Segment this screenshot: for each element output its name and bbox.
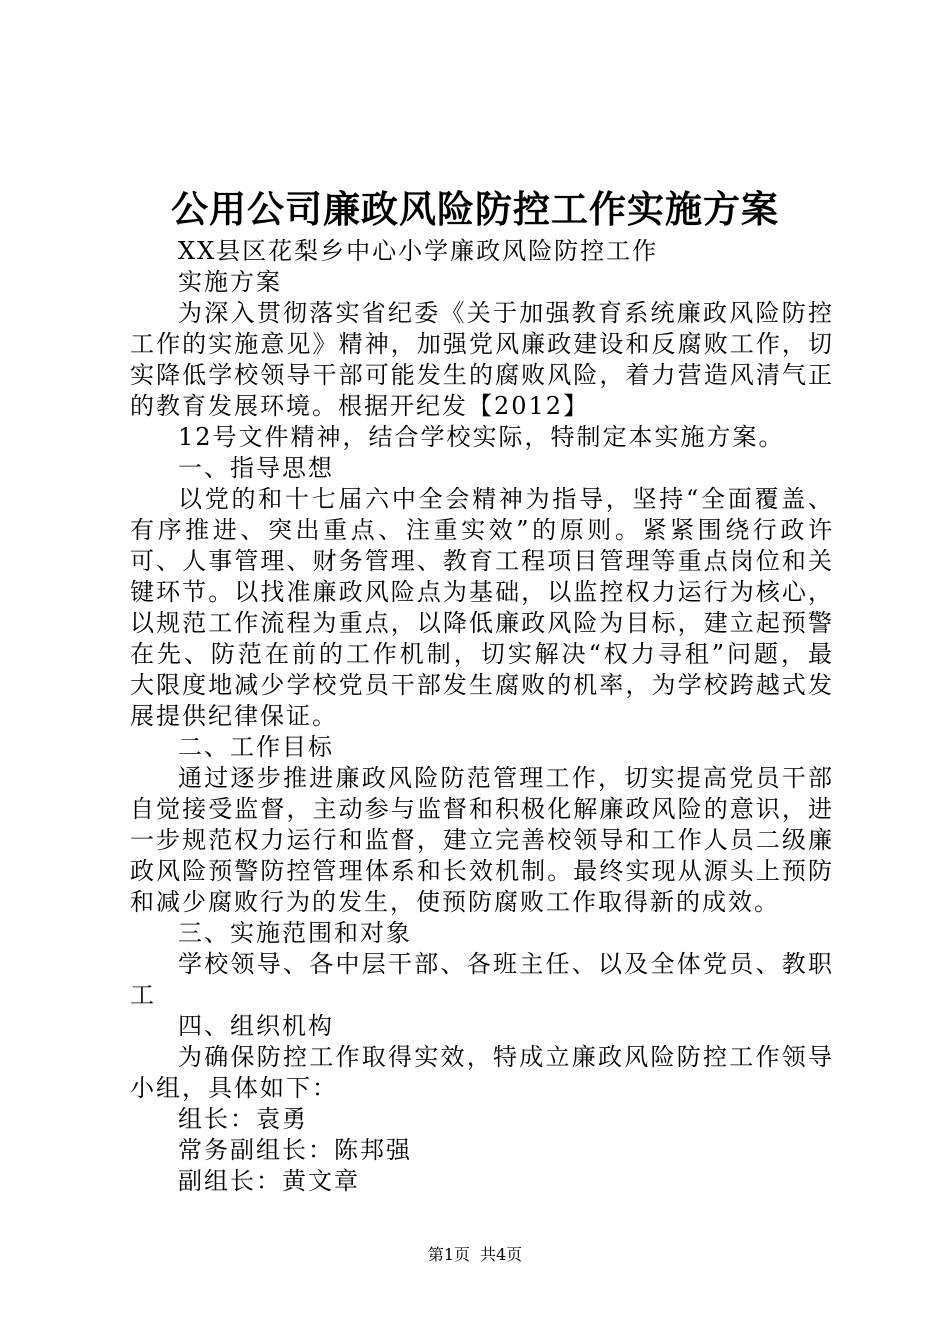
document-body	[130, 236, 834, 1197]
member-line: 组长：袁勇	[178, 1105, 308, 1133]
body-paragraph: 实施方案	[178, 268, 282, 296]
document-title: 公用公司廉政风险防控工作实施方案	[171, 187, 779, 231]
page-number-current: 第1页	[427, 1245, 470, 1264]
section-heading: 一、指导思想	[178, 454, 334, 482]
body-paragraph: 为深入贯彻落实省纪委《关于加强教育系统廉政风险防控工作的实施意见》精神，加强党风廉政建设和反腐败工作，切实降低学校领导干部可能发生的腐败风险，着力营造风清气正的教育发展环境。根据开纪发【2012】	[130, 299, 834, 420]
body-paragraph: XX县区花梨乡中心小学廉政风险防控工作	[178, 237, 659, 265]
page-footer	[0, 1244, 950, 1266]
section-heading: 三、实施范围和对象	[178, 919, 412, 947]
body-paragraph: 12号文件精神，结合学校实际，特制定本实施方案。	[178, 423, 785, 451]
section-heading: 四、组织机构	[178, 1012, 334, 1040]
body-paragraph: 以党的和十七届六中全会精神为指导，坚持“全面覆盖、有序推进、突出重点、注重实效”的原则。紧紧围绕行政许可、人事管理、财务管理、教育工程项目管理等重点岗位和关键环节。以找准廉政风险点为基础，以监控权力运行为核心，以规范工作流程为重点，以降低廉政风险为目标，建立起预警在先、防范在前的工作机制，切实解决“权力寻租”问题，最大限度地减少学校党员干部发生腐败的机率，为学校跨越式发展提供纪律保证。	[130, 485, 834, 730]
body-paragraph: 通过逐步推进廉政风险防范管理工作，切实提高党员干部自觉接受监督，主动参与监督和积极化解廉政风险的意识，进一步规范权力运行和监督，建立完善校领导和工作人员二级廉政风险预警防控管理体系和长效机制。最终实现从源头上预防和减少腐败行为的发生，使预防腐败工作取得新的成效。	[130, 764, 834, 916]
member-line: 常务副组长：陈邦强	[178, 1136, 412, 1164]
page-number-total: 共4页	[480, 1245, 523, 1264]
body-paragraph: 学校领导、各中层干部、各班主任、以及全体党员、教职工	[130, 950, 834, 1009]
section-heading: 二、工作目标	[178, 733, 334, 761]
body-paragraph: 为确保防控工作取得实效，特成立廉政风险防控工作领导小组，具体如下：	[130, 1043, 834, 1102]
member-line: 副组长：黄文章	[178, 1167, 360, 1195]
